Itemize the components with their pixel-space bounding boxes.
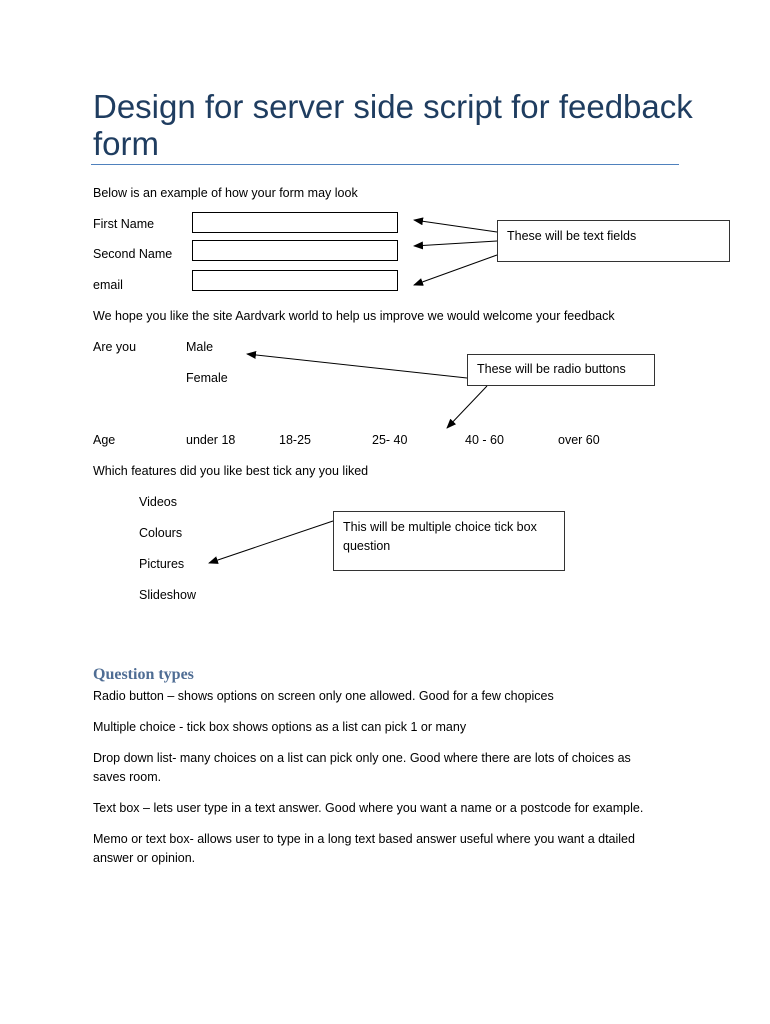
age-option-18-25[interactable]: 18-25	[279, 433, 311, 447]
second-name-label: Second Name	[93, 247, 173, 261]
arrow-to-email	[414, 255, 497, 285]
callout-radio-buttons-label: These will be radio buttons	[477, 362, 626, 376]
age-option-40-60[interactable]: 40 - 60	[465, 433, 504, 447]
radio-option-male[interactable]: Male	[186, 340, 214, 354]
callout-text-fields-label: These will be text fields	[507, 229, 637, 243]
age-label: Age	[93, 433, 116, 447]
welcome-text: We hope you like the site Aardvark world to help us improve we would welcome your feedback	[93, 309, 615, 323]
arrow-to-age	[447, 386, 487, 428]
feature-option-videos[interactable]: Videos	[139, 495, 177, 509]
features-question: Which features did you like best tick any you liked	[93, 464, 369, 478]
first-name-label: First Name	[93, 217, 155, 231]
age-option-25-40[interactable]: 25- 40	[372, 433, 408, 447]
arrow-to-first-name	[414, 220, 497, 232]
are-you-label: Are you	[93, 340, 137, 354]
feature-option-slideshow[interactable]: Slideshow	[139, 588, 196, 602]
arrow-to-second-name	[414, 241, 497, 246]
question-type-radio: Radio button – shows options on screen only one allowed. Good for a few chopices	[93, 689, 554, 703]
question-type-drop-down: Drop down list- many choices on a list can pick only one. Good where there are lots of choices as saves room.	[93, 751, 631, 784]
radio-option-female[interactable]: Female	[186, 371, 228, 385]
question-type-text-box: Text box – lets user type in a text answer. Good where you want a name or a postcode for example.	[93, 801, 644, 815]
arrow-to-pictures	[209, 521, 333, 563]
page-title: Design for server side script for feedback form	[93, 88, 693, 162]
age-option-under-18[interactable]: under 18	[186, 433, 236, 447]
callout-tick-box-label: This will be multiple choice tick box question	[343, 520, 537, 553]
question-types-heading: Question types	[93, 666, 194, 683]
email-label: email	[93, 278, 123, 292]
arrow-to-male	[247, 354, 467, 378]
feature-option-colours[interactable]: Colours	[139, 526, 183, 540]
age-option-over-60[interactable]: over 60	[558, 433, 600, 447]
question-type-memo: Memo or text box- allows user to type in a long text based answer useful where you want a dtailed answer or opinion.	[93, 832, 635, 865]
feature-option-pictures[interactable]: Pictures	[139, 557, 185, 571]
intro-text: Below is an example of how your form may look	[93, 186, 358, 200]
question-type-multiple-choice: Multiple choice - tick box shows options as a list can pick 1 or many	[93, 720, 467, 734]
